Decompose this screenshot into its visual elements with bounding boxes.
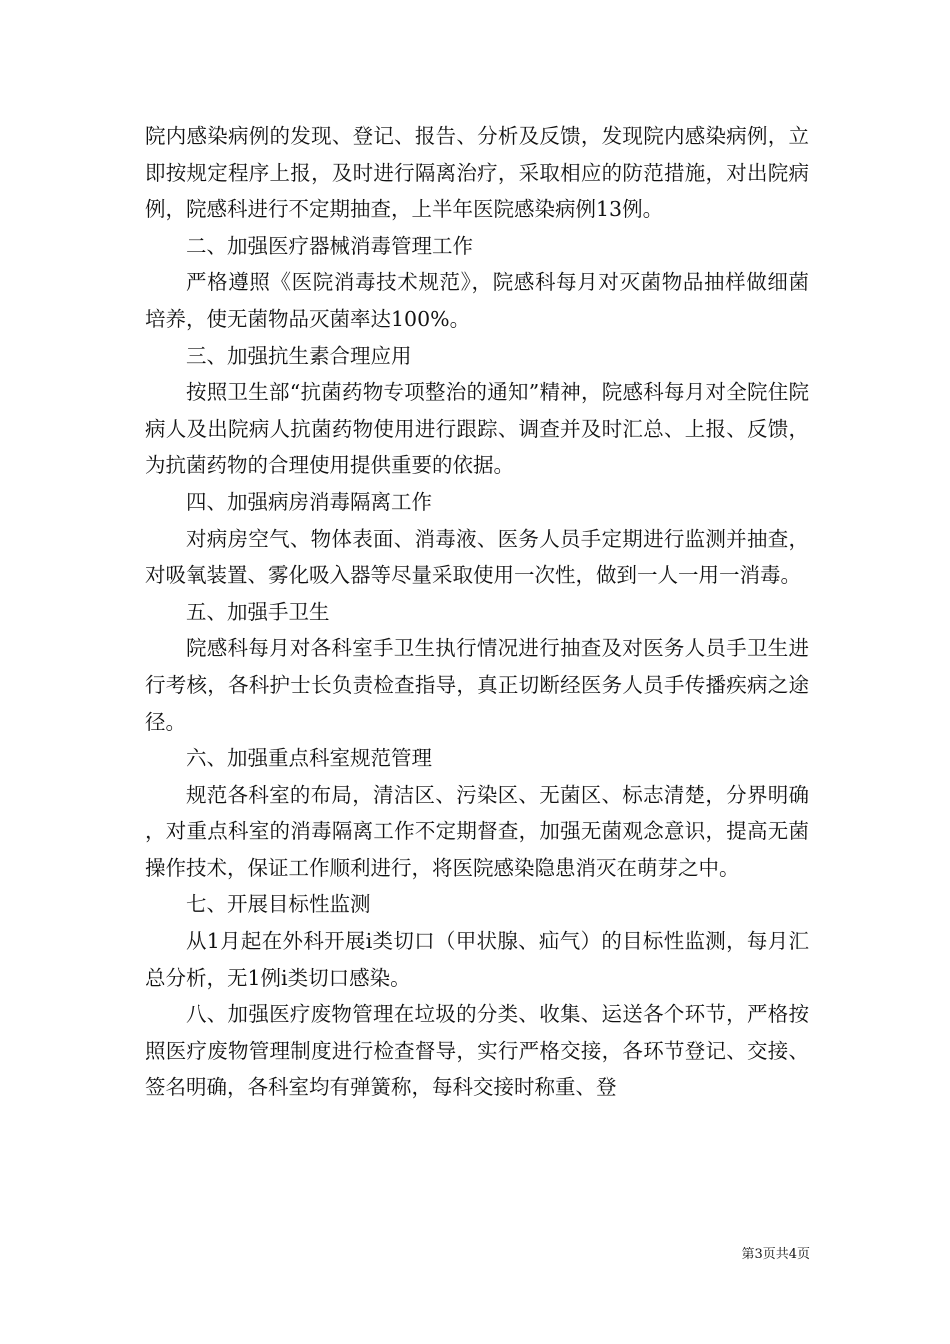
paragraph-8: 八、加强医疗废物管理在垃圾的分类、收集、运送各个环节，严格按照医疗废物管理制度进行检查督导，实行严格交接，各环节登记、交接、签名明确，各科室均有弹簧称，每科交接时称重、登 bbox=[145, 1002, 809, 1100]
document-body bbox=[145, 118, 809, 1106]
paragraph-6: 规范各科室的布局，清洁区、污染区、无菌区、标志清楚，分界明确，对重点科室的消毒隔离工作不定期督查，加强无菌观念意识，提高无菌操作技术，保证工作顺利进行，将医院感染隐患消灭在萌芽之中。 bbox=[145, 782, 809, 880]
paragraph-5: 院感科每月对各科室手卫生执行情况进行抽查及对医务人员手卫生进行考核，各科护士长负责检查指导，真正切断经医务人员手传播疾病之途径。 bbox=[145, 636, 809, 734]
paragraph-2: 严格遵照《医院消毒技术规范》，院感科每月对灭菌物品抽样做细菌培养，使无菌物品灭菌率达100%。 bbox=[145, 270, 809, 331]
paragraph-7: 从1月起在外科开展ⅰ类切口（甲状腺、疝气）的目标性监测，每月汇总分析，无1例ⅰ类切口感染。 bbox=[145, 929, 809, 990]
heading-6: 六、加强重点科室规范管理 bbox=[186, 746, 432, 771]
heading-5: 五、加强手卫生 bbox=[186, 599, 330, 624]
heading-4: 四、加强病房消毒隔离工作 bbox=[186, 489, 432, 514]
heading-3: 三、加强抗生素合理应用 bbox=[186, 343, 412, 368]
heading-7: 七、开展目标性监测 bbox=[186, 892, 371, 917]
page-number: 第3页共4页 bbox=[741, 1247, 810, 1262]
heading-2: 二、加强医疗器械消毒管理工作 bbox=[186, 233, 473, 258]
paragraph-4: 对病房空气、物体表面、消毒液、医务人员手定期进行监测并抽查，对吸氧装置、雾化吸入器等尽量采取使用一次性，做到一人一用一消毒。 bbox=[145, 526, 809, 588]
paragraph-1: 院内感染病例的发现、登记、报告、分析及反馈，发现院内感染病例，立即按规定程序上报，及时进行隔离治疗，采取相应的防范措施，对出院病例，院感科进行不定期抽查，上半年医院感染病例13例。 bbox=[145, 124, 809, 222]
paragraph-3: 按照卫生部“抗菌药物专项整治的通知”精神，院感科每月对全院住院病人及出院病人抗菌药物使用进行跟踪、调查并及时汇总、上报、反馈，为抗菌药物的合理使用提供重要的依据。 bbox=[145, 380, 809, 478]
